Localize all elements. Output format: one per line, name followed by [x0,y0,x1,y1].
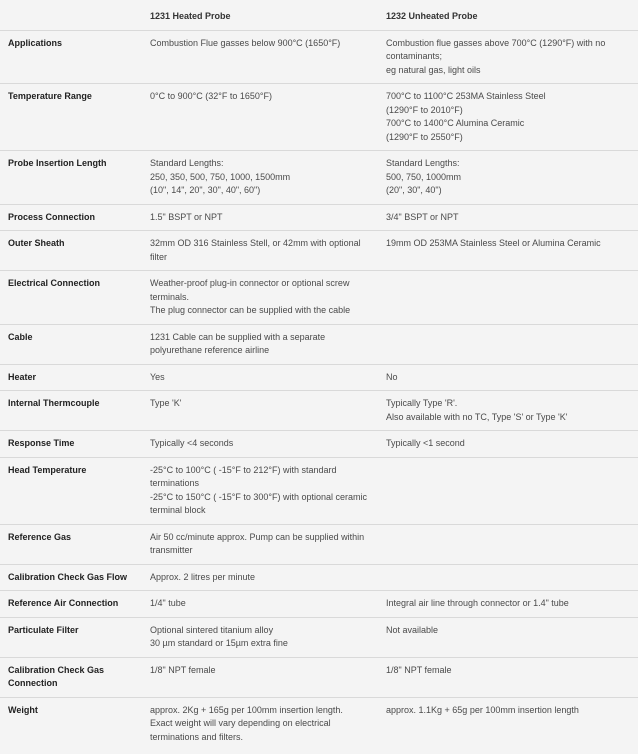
table-row [0,151,638,205]
cell-1231-heated-probe: -25°C to 100°C ( -15°F to 212°F) with standard terminations -25°C to 150°C ( -15°F to 300°F) with optional ceramic terminal block [142,457,378,524]
cell-1232-unheated-probe: Not available [378,617,638,657]
cell-1232-unheated-probe [378,564,638,591]
table-row [0,617,638,657]
header-1231-heated-probe: 1231 Heated Probe [142,0,378,30]
table-row [0,231,638,271]
header-1232-unheated-probe: 1232 Unheated Probe [378,0,638,30]
cell-1232-unheated-probe: Combustion flue gasses above 700°C (1290°F) with no contaminants; eg natural gas, light oils [378,30,638,84]
cell-1231-heated-probe: 0°C to 900°C (32°F to 1650°F) [142,84,378,151]
table-row [0,30,638,84]
cell-1232-unheated-probe: approx. 1.1Kg + 65g per 100mm insertion length [386,704,579,715]
cell-1232-unheated-probe: 700°C to 1100°C 253MA Stainless Steel (1290°F to 2010°F) 700°C to 1400°C Alumina Ceramic (1290°F to 2550°F) [378,84,638,151]
table-row [0,524,638,564]
cell-1232-unheated-probe [378,457,638,524]
row-label: Electrical Connection [0,271,142,325]
cell-1231-heated-probe: approx. 2Kg + 165g per 100mm insertion length. Exact weight will vary depending on electrical terminations and filters. [150,704,343,742]
row-label: Reference Air Connection [0,591,142,618]
row-label: Calibration Check Gas Connection [0,657,142,697]
cell-1231-heated-probe: Weather-proof plug-in connector or optional screw terminals. The plug connector can be supplied with the cable [142,271,378,325]
row-label: Head Temperature [0,457,142,524]
cell-1232-unheated-probe: Integral air line through connector or 1.4" tube [378,591,638,618]
cell-1232-unheated-probe: 3/4" BSPT or NPT [378,204,638,231]
cell-1232-unheated-probe [378,271,638,325]
row-label: Outer Sheath [0,231,142,271]
row-label: Reference Gas [0,524,142,564]
cell-1231-heated-probe: Standard Lengths: 250, 350, 500, 750, 1000, 1500mm (10", 14", 20", 30", 40", 60") [142,151,378,205]
cell-1231-heated-probe: Typically <4 seconds [142,431,378,458]
cell-1231-heated-probe: Air 50 cc/minute approx. Pump can be supplied within transmitter [142,524,378,564]
table-row [0,204,638,231]
row-label: Applications [0,30,142,84]
table-row [0,271,638,325]
row-label: Temperature Range [0,84,142,151]
cell-1231-heated-probe: 1/4" tube [142,591,378,618]
cell-1232-unheated-probe: Typically Type 'R'. Also available with no TC, Type 'S' or Type 'K' [378,391,638,431]
row-label: Particulate Filter [0,617,142,657]
table-row [0,324,638,364]
cell-1232-unheated-probe: 19mm OD 253MA Stainless Steel or Alumina Ceramic [378,231,638,271]
cell-1231-heated-probe: 32mm OD 316 Stainless Stell, or 42mm with optional filter [142,231,378,271]
row-label: Weight [8,704,38,715]
row-label: Internal Thermcouple [0,391,142,431]
table-row [0,391,638,431]
table-row [0,364,638,391]
cell-1231-heated-probe: 1.5" BSPT or NPT [142,204,378,231]
table-row [0,657,638,697]
cell-1231-heated-probe: 1231 Cable can be supplied with a separate polyurethane reference airline [142,324,378,364]
row-label: Calibration Check Gas Flow [0,564,142,591]
row-label: Response Time [0,431,142,458]
table-row [0,431,638,458]
header-corner [0,0,142,30]
row-label: Cable [0,324,142,364]
cell-1231-heated-probe: Approx. 2 litres per minute [142,564,378,591]
table-row [0,564,638,591]
cell-1231-heated-probe: Combustion Flue gasses below 900°C (1650°F) [142,30,378,84]
cell-1232-unheated-probe: Standard Lengths: 500, 750, 1000mm (20", 30", 40") [378,151,638,205]
row-label: Probe Insertion Length [0,151,142,205]
table-header-row [0,0,638,30]
cell-1231-heated-probe: Type 'K' [142,391,378,431]
table-row [0,591,638,618]
cell-1232-unheated-probe: Typically <1 second [378,431,638,458]
spec-table-body [0,30,638,754]
table-row [0,457,638,524]
row-label: Process Connection [0,204,142,231]
cell-1232-unheated-probe [378,524,638,564]
cell-1232-unheated-probe [378,324,638,364]
cell-1231-heated-probe: Optional sintered titanium alloy 30 µm standard or 15µm extra fine [142,617,378,657]
cell-1232-unheated-probe: 1/8" NPT female [378,657,638,697]
table-row [0,697,638,754]
cell-1231-heated-probe: 1/8" NPT female [142,657,378,697]
table-row [0,84,638,151]
row-label: Heater [0,364,142,391]
cell-1231-heated-probe: Yes [142,364,378,391]
cell-1232-unheated-probe: No [378,364,638,391]
